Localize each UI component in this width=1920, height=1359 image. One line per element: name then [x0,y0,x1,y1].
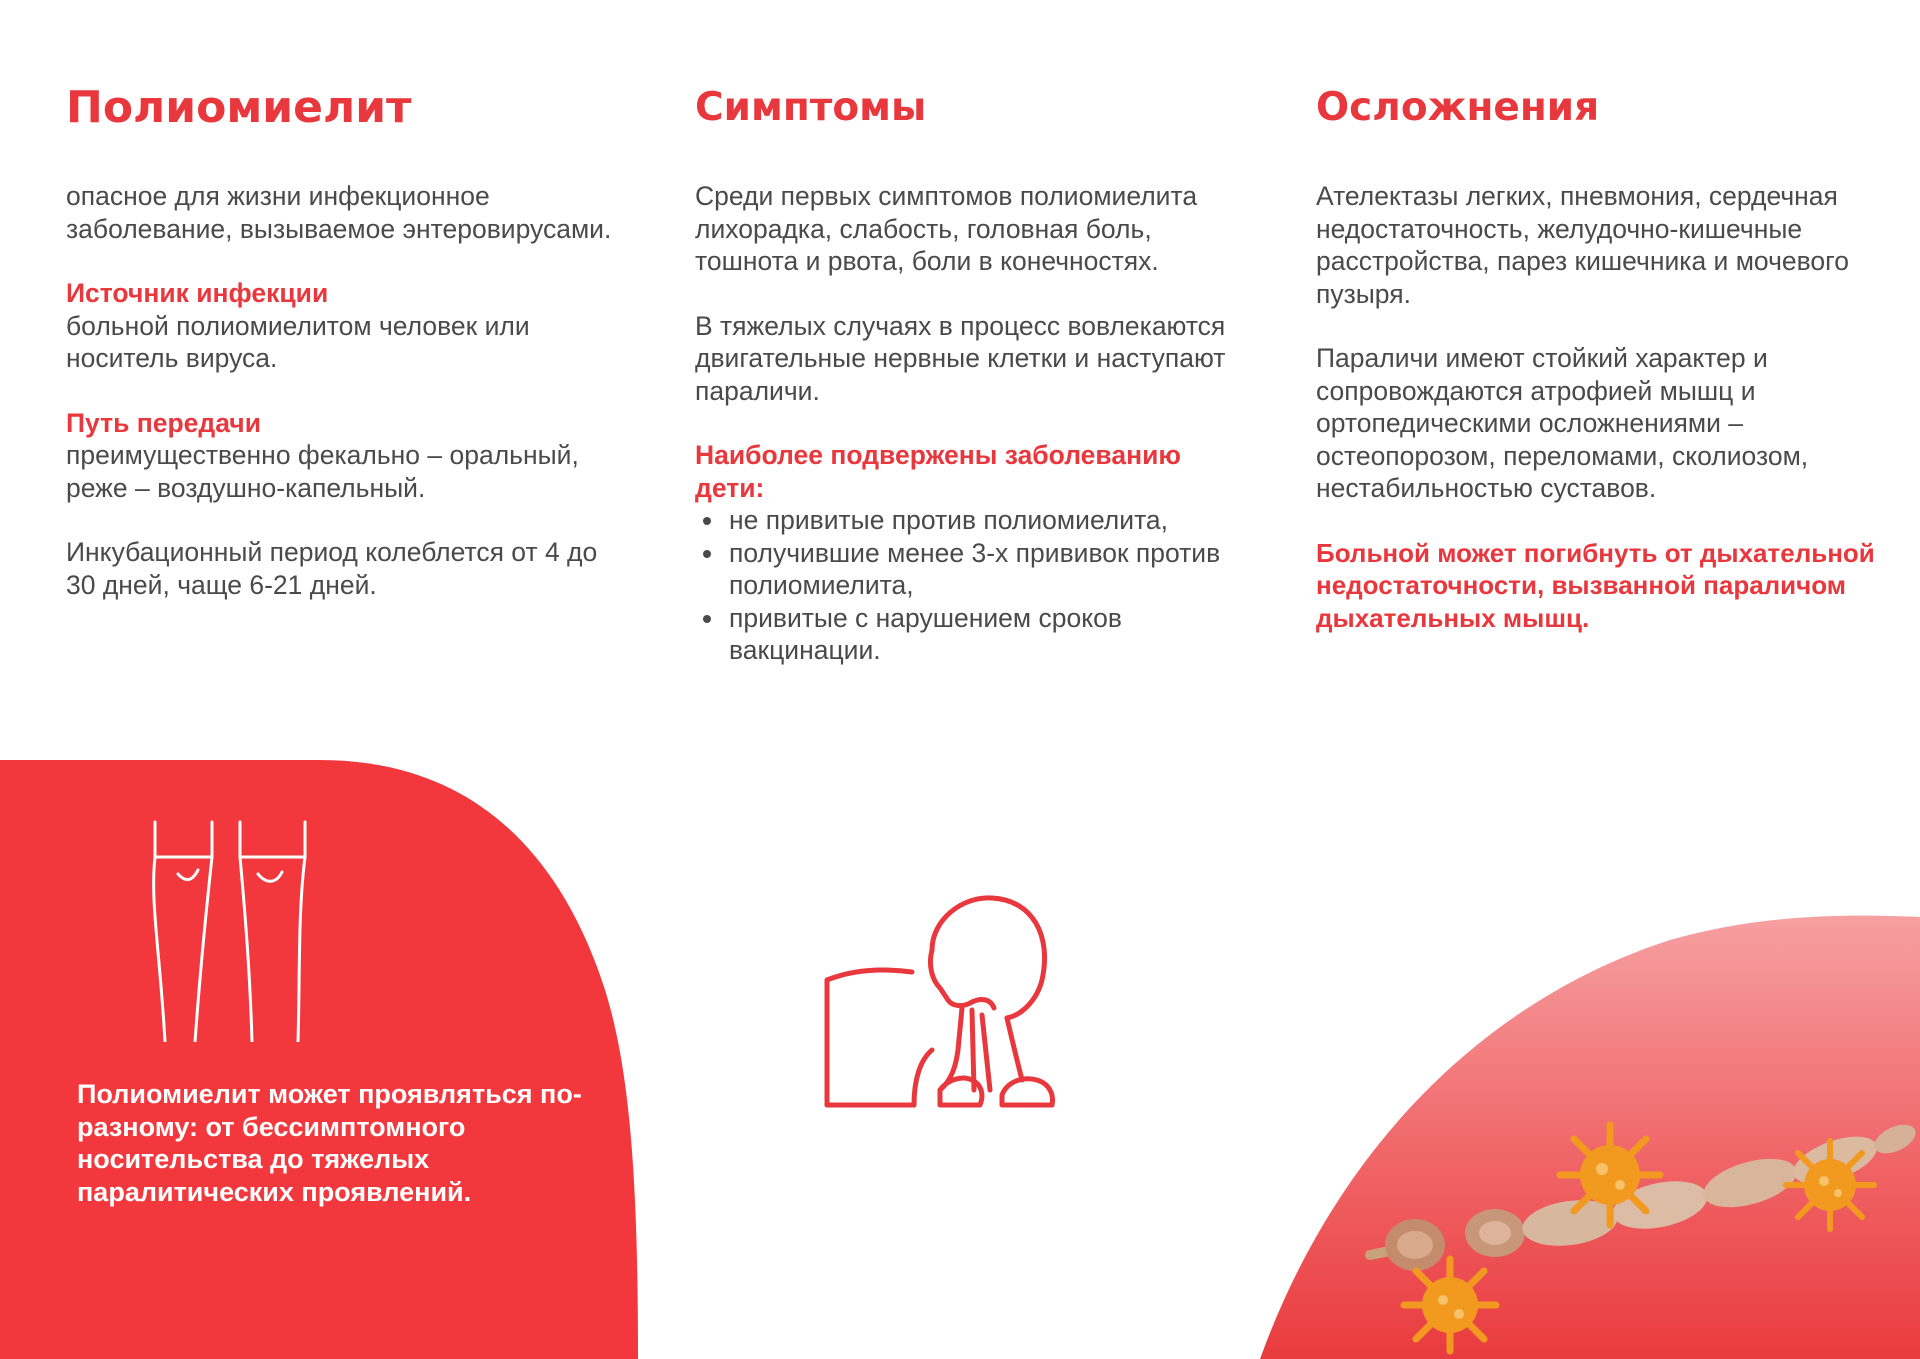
symptoms-text: Среди первых симптомов полиомиелита лихорадка, слабость, головная боль, тошнота и рвота, боли в конечностях. [695,181,1198,276]
coughing-person-icon [822,890,1062,1110]
complications-text: Ателектазы легких, пневмония, сердечная недостаточность, желудочно-кишечные расстройства, парез кишечника и мочевого пузыря. [1316,181,1849,309]
risk-group-list [695,504,1255,667]
nerve-illustration [1360,1105,1920,1355]
warning-text: Больной может погибнуть от дыхательной недостаточности, вызванной параличом дыхательных мышц. [1316,537,1875,633]
route-heading: Путь передачи [66,407,261,438]
page-title: Полиомиелит [66,82,412,133]
column-definition [66,80,626,633]
legs-icon [140,812,320,1042]
source-heading: Источник инфекции [66,278,329,308]
source-text: больной полиомиелитом человек или носитель вируса. [66,310,530,373]
risk-group-heading: Наиболее подвержены заболеванию дети: [695,440,1182,503]
red-callout-shape [0,760,640,1359]
list-item: не привитые против полиомиелита, [729,504,1255,537]
route-block [66,407,626,505]
incubation-text: Инкубационный период колеблется от 4 до 30 дней, чаще 6-21 дней. [66,537,598,600]
definition-text: опасное для жизни инфекционное заболевание, вызываемое энтеровирусами. [66,181,612,244]
route-text: преимущественно фекально – оральный, реже – воздушно-капельный. [66,440,579,503]
severe-cases-text: В тяжелых случаях в процесс вовлекаются двигательные нервные клетки и наступают параличи. [695,310,1226,406]
source-block [66,277,626,375]
complications-title: Осложнения [1316,85,1600,130]
paralysis-text: Параличи имеют стойкий характер и сопровождаются атрофией мышц и ортопедическими осложнениями – остеопорозом, переломами, сколиозом, нестабильностью суставов. [1316,343,1809,503]
column-complications [1316,80,1876,634]
callout-text: Полиомиелит может проявляться по-разному: от бессимптомного носительства до тяжелых паралитических проявлений. [77,1079,582,1207]
list-item: привитые с нарушением сроков вакцинации. [729,602,1255,667]
list-item: получившие менее 3-х прививок против полиомиелита, [729,537,1255,602]
symptoms-title: Симптомы [695,85,927,130]
column-symptoms [695,80,1255,667]
